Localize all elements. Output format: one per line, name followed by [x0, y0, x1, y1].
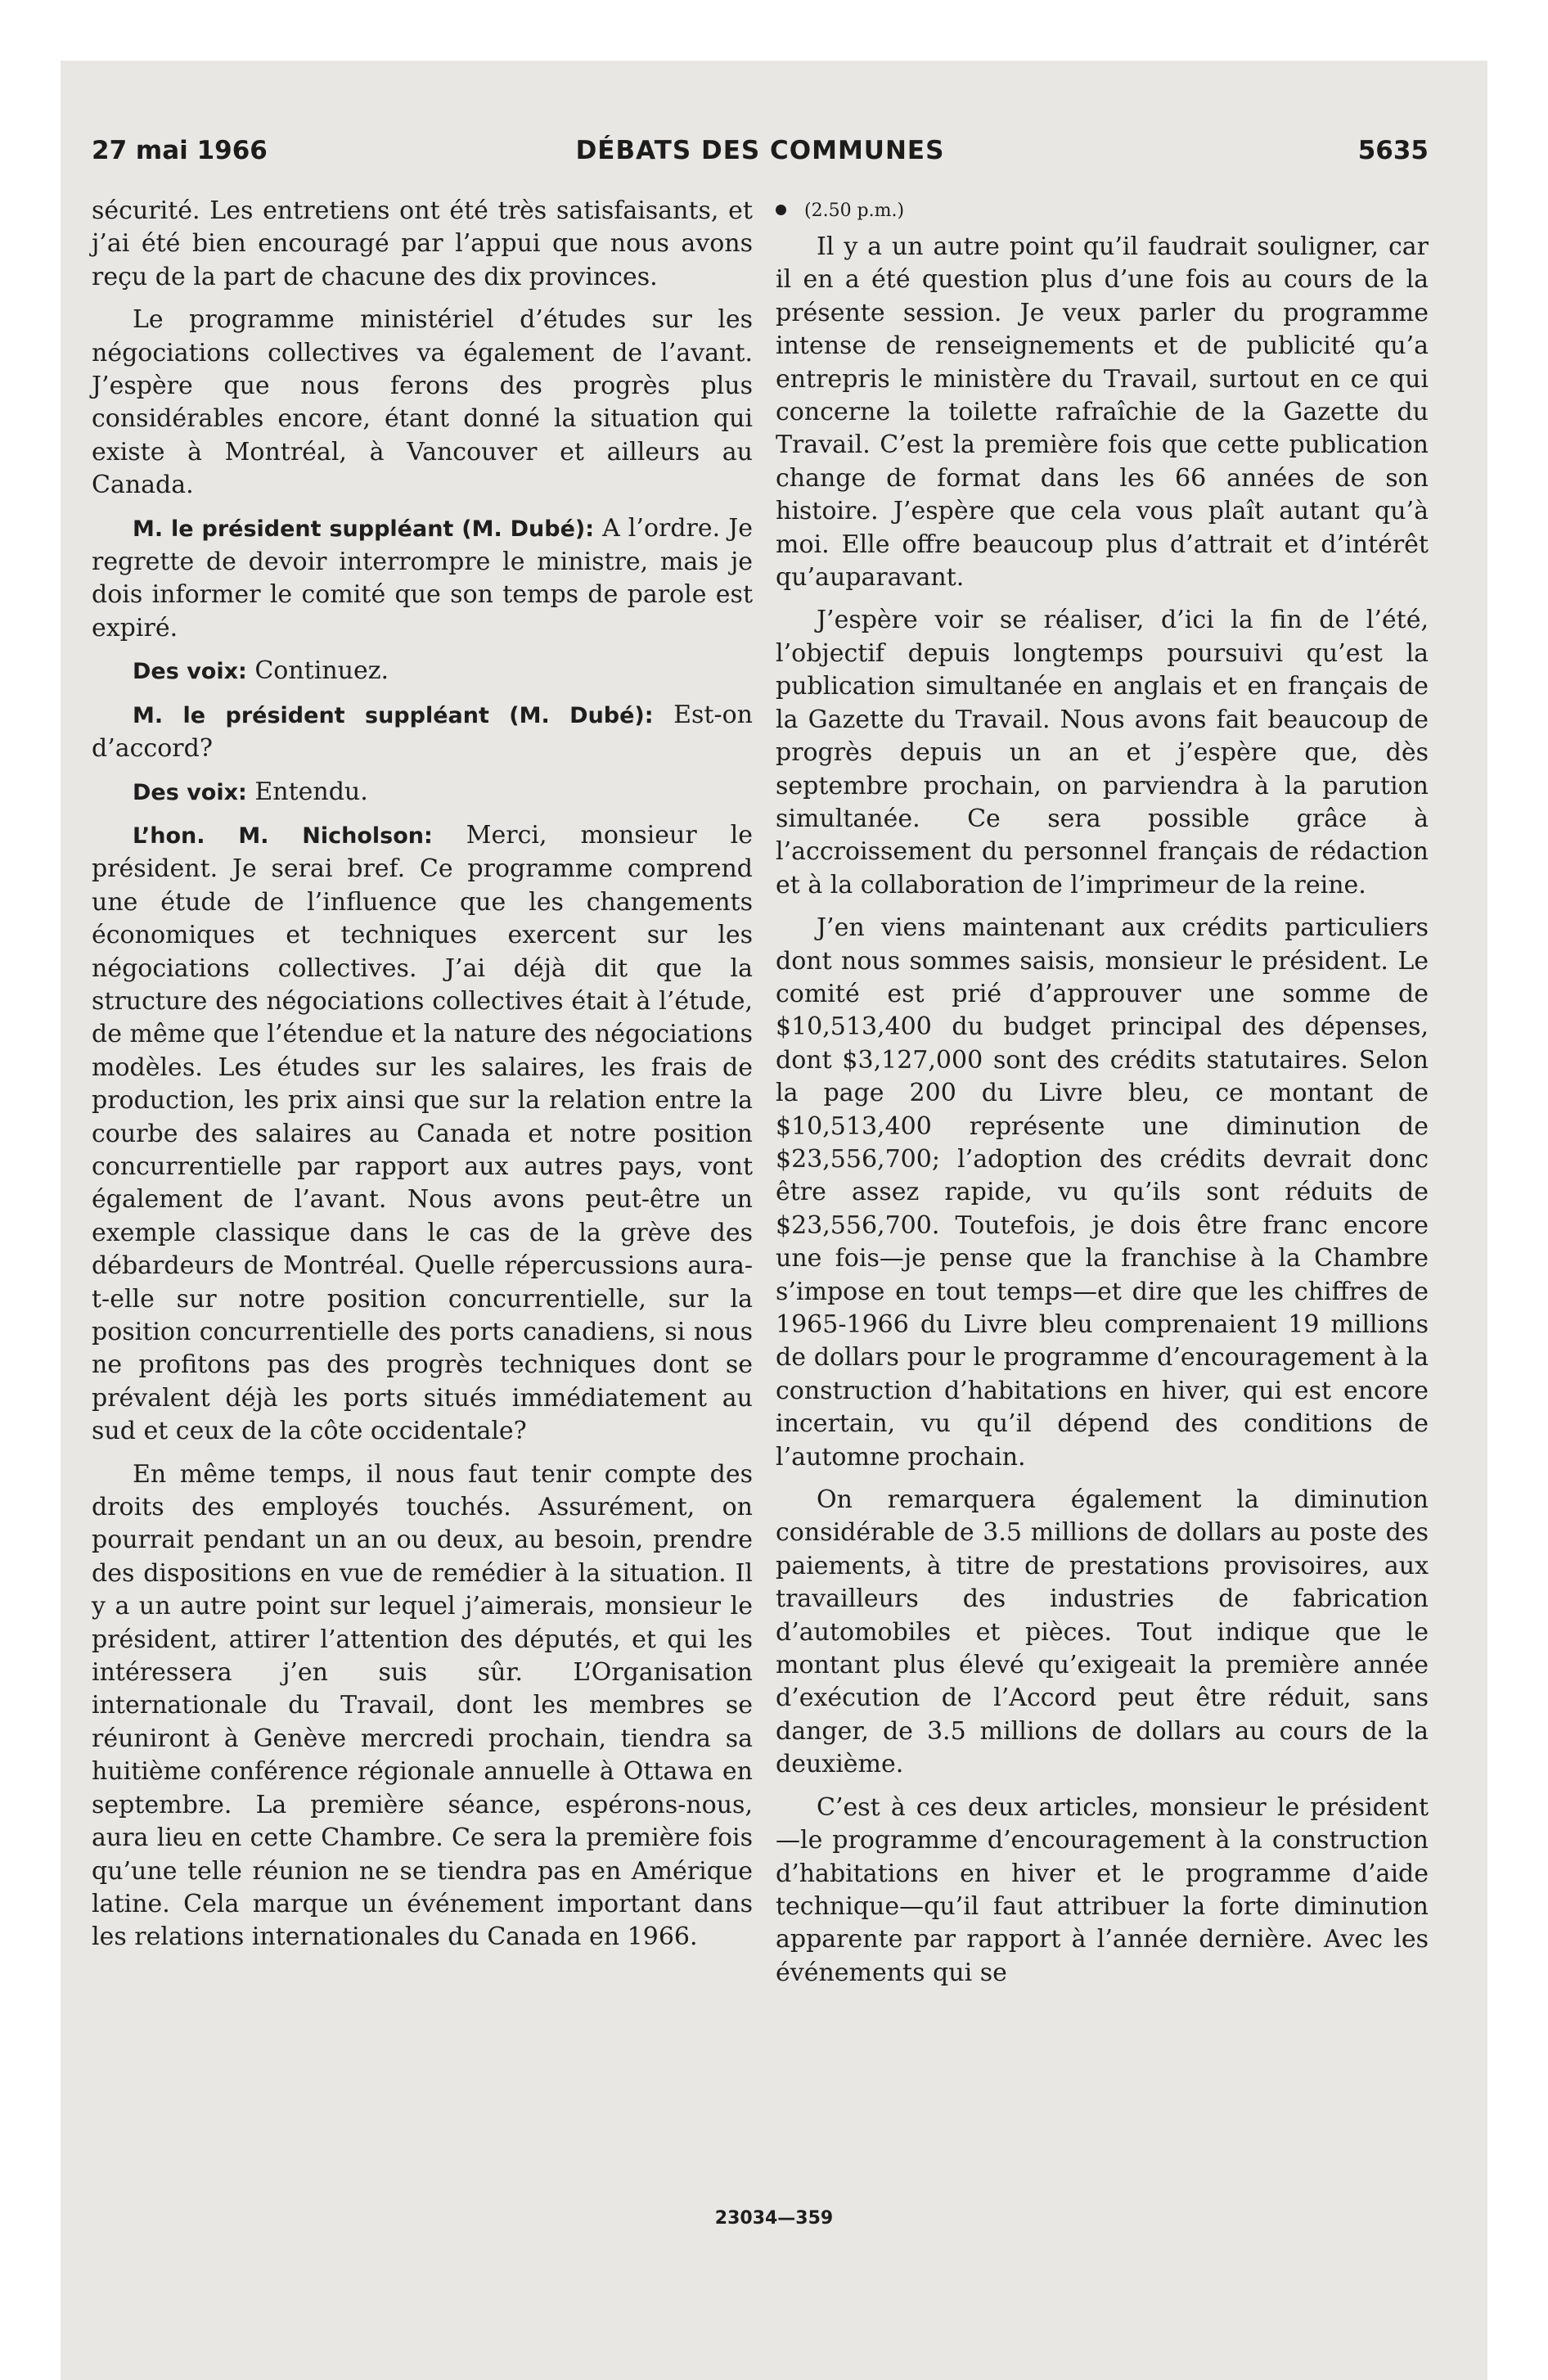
speech-paragraph — [92, 819, 753, 1449]
speech-text: Est-on d’accord? — [92, 700, 754, 764]
body-paragraph: C’est à ces deux articles, monsieur le président—le programme d’encouragement à la construction d’habitations en hiver et le programme d’aide technique—qu’il faut attribuer la forte diminution apparente par rapport à l’année dernière. Avec les événements qui se — [776, 1792, 1429, 1987]
body-paragraph: En même temps, il nous faut tenir compte des droits des employés touchés. Assurément, on pourrait pendant un an ou deux, au besoin, prendre des dispositions en vue de remédier à la situation. Il y a un autre point sur lequel j’aimerais, monsieur le président, attirer l’attention des députés, et qui les intéressera j’en suis sûr. L’Organisation internationale du Travail, dont les membres se réuniront à Genève mercredi prochain, tiendra sa huitième conférence régionale annuelle à Ottawa en septembre. La première séance, espérons-nous, aura lieu en cette Chambre. Ce sera la première fois qu’une telle réunion ne se tiendra pas en Amérique latine. Cela marque un événement important dans les relations internationales du Canada en 1966. — [92, 1459, 753, 1952]
body-paragraph: J’en viens maintenant aux crédits particuliers dont nous sommes saisis, monsieur le président. Le comité est prié d’approuver une somme de $10,513,400 du budget principal des dépenses, dont $3,127,000 sont des crédits statutaires. Selon la page 200 du Livre bleu, ce montant de $10,513,400 représente une diminution de $23,556,700; l’adoption des crédits devrait donc être assez rapide, vu qu’ils sont réduits de $23,556,700. Toutefois, je dois être franc encore une fois—je pense que la franchise à la Chambre s’impose en tout temps—et dire que les chiffres de 1965-1966 du Livre bleu comprenaient 19 millions de dollars pour le programme d’encouragement à la construction d’habitations en hiver, qui est encore incertain, vu qu’il dépend des conditions de l’automne prochain. — [776, 913, 1429, 1472]
header-date: 27 mai 1966 — [92, 136, 268, 165]
bullet-icon — [776, 205, 786, 215]
right-column — [776, 195, 1429, 1990]
time-marker-text: (2.50 p.m.) — [804, 201, 905, 221]
speaker-name: Des voix: — [133, 659, 247, 685]
left-column — [92, 195, 753, 1954]
body-paragraph: J’espère voir se réaliser, d’ici la fin de l’été, l’objectif depuis longtemps poursuivi qu’est la publication simultanée en anglais et en français de la Gazette du Travail. Nous avons fait beaucoup de progrès depuis un an et j’espère que, dès septembre prochain, on parviendra à la parution simultanée. Ce sera possible grâce à l’accroissement du personnel français de rédaction et à la collaboration de l’imprimeur de la reine. — [776, 606, 1429, 899]
time-marker — [776, 195, 1429, 228]
speaker-name: M. le président suppléant (M. Dubé): — [133, 702, 654, 728]
header-title: DÉBATS DES COMMUNES — [575, 136, 945, 165]
body-paragraph: Il y a un autre point qu’il faudrait souligner, car il en a été question plus d’une fois au cours de la présente session. Je veux parler du programme intense de renseignements et de publicité qu’a entrepris le ministère du Travail, surtout en ce qui concerne la toilette rafraîchie de la Gazette du Travail. C’est la première fois que cette publication change de format dans les 66 années de son histoire. J’espère que cela vous plaît autant qu’à moi. Elle offre beaucoup plus d’attrait et d’intérêt qu’auparavant. — [776, 232, 1429, 593]
speech-paragraph — [92, 776, 753, 809]
speech-text: A l’ordre. Je regrette de devoir interrompre le ministre, mais je dois informer le comité que son temps de parole est expiré. — [92, 513, 754, 642]
body-paragraph: Le programme ministériel d’études sur les négociations collectives va également de l’avant. J’espère que nous ferons des progrès plus considérables encore, étant donné la situation qui existe à Montréal, à Vancouver et ailleurs au Canada. — [92, 305, 753, 500]
speaker-name: M. le président suppléant (M. Dubé): — [133, 516, 595, 542]
speech-paragraph — [92, 655, 753, 688]
speech-paragraph — [92, 512, 753, 646]
body-paragraph: On remarquera également la diminution considérable de 3.5 millions de dollars au poste des paiements, à titre de prestations provisoires, aux travailleurs des industries de fabrication d’automobiles et pièces. Tout indique que le montant plus élevé qu’exigeait la première année d’exécution de l’Accord peut être réduit, sans danger, de 3.5 millions de dollars au cours de la deuxième. — [776, 1485, 1429, 1779]
speaker-name: L’hon. M. Nicholson: — [133, 823, 433, 849]
speaker-name: Des voix: — [133, 779, 247, 805]
page-footer-code: 23034—359 — [714, 2208, 834, 2229]
speech-text: Entendu. — [246, 777, 368, 806]
speech-text: Continuez. — [246, 656, 389, 686]
header-page-number: 5635 — [1357, 136, 1429, 165]
speech-paragraph — [92, 699, 753, 766]
speech-text: Merci, monsieur le président. Je serai bref. Ce programme comprend une étude de l’influence que les changements économiques et techniques exercent sur les négociations collectives. J’ai déjà dit que la structure des négociations collectives était à l’étude, de même que l’étendue et la nature des négociations modèles. Les études sur les salaires, les frais de production, les prix ainsi que sur la relation entre la courbe des salaires au Canada et notre position concurrentielle par rapport aux autres pays, vont également de l’avant. Nous avons peut-être un exemple classique dans le cas de la grève des débardeurs de Montréal. Quelle répercussions aura-t-elle sur notre position concurrentielle, sur la position concurrentielle des ports canadiens, si nous ne profitons pas des progrès techniques dont se prévalent déjà les ports situés immédiatement au sud et ceux de la côte occidentale? — [92, 820, 753, 1446]
body-paragraph: sécurité. Les entretiens ont été très satisfaisants, et j’ai été bien encouragé par l’appui que nous avons reçu de la part de chacune des dix provinces. — [92, 196, 753, 291]
page-header — [92, 129, 1429, 175]
